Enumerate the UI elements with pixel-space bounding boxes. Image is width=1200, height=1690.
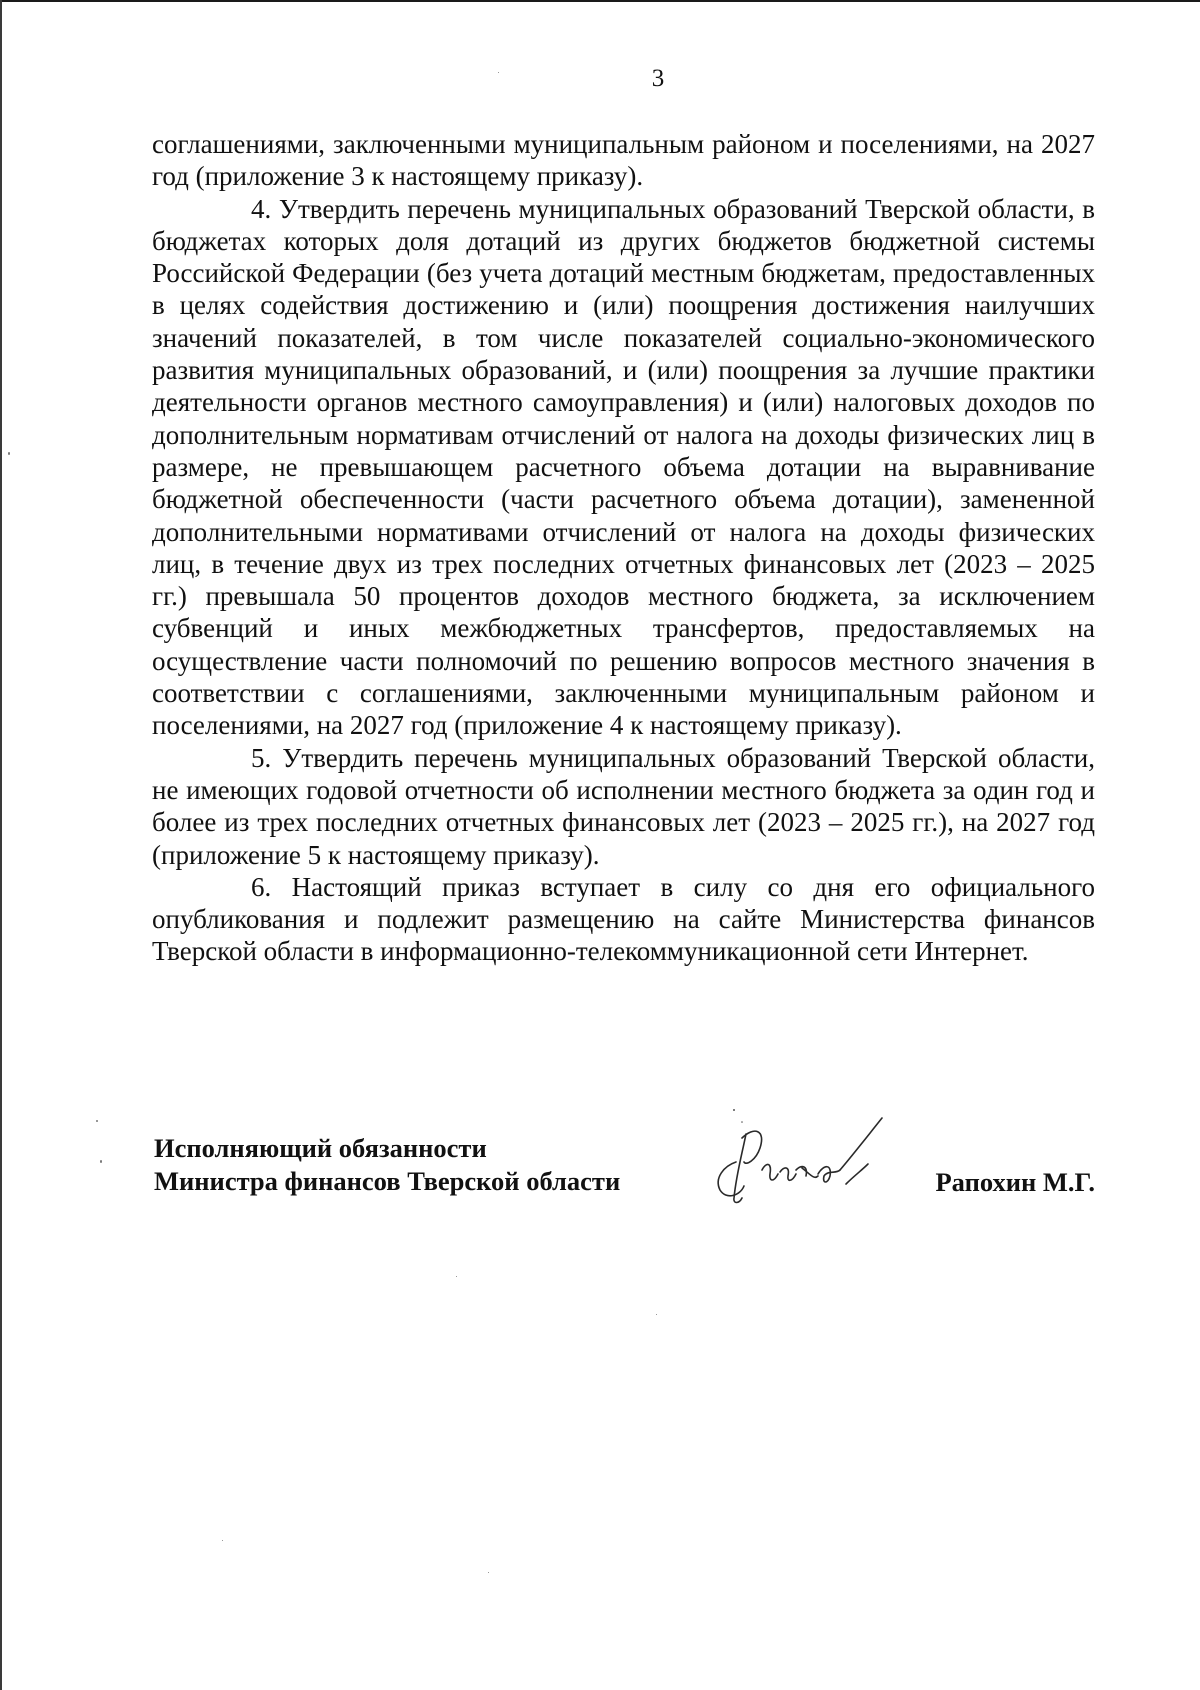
paragraph-item-5: 5. Утвердить перечень муниципальных образований Тверской области, не имеющих годовой отчетности об исполнении местного бюджета за один год и более из трех последних отчетных финансовых лет (2023 – 2025 гг.), на 2027 год (приложение 5 к настоящему приказу). <box>152 742 1095 870</box>
signatory-position-line-2: Министра финансов Тверской области <box>154 1166 621 1196</box>
signatory-position <box>154 1132 620 1198</box>
paragraph-continuation: соглашениями, заключенными муниципальным районом и поселениями, на 2027 год (приложение 3 к настоящему приказу). <box>152 129 1095 192</box>
paragraph-item-6: 6. Настоящий приказ вступает в силу со дня его официального опубликования и подлежит размещению на сайте Министерства финансов Тверской области в информационно-телекоммуникационной сети Интернет. <box>152 871 1095 967</box>
scan-speck <box>656 1314 657 1315</box>
scan-speck <box>96 1120 98 1122</box>
page-top-edge <box>0 0 1200 2</box>
signatory-position-line-1: Исполняющий обязанности <box>154 1133 487 1163</box>
scan-speck <box>8 452 10 455</box>
page-number: 3 <box>651 65 665 92</box>
scan-speck <box>498 72 499 73</box>
scan-speck <box>100 1160 102 1163</box>
scan-speck <box>222 1540 223 1541</box>
handwritten-signature <box>706 1104 906 1214</box>
scan-speck <box>456 1276 457 1277</box>
page-left-edge <box>0 0 2 1690</box>
document-body <box>152 128 1095 968</box>
paragraph-item-4: 4. Утвердить перечень муниципальных образований Тверской области, в бюджетах которых доля дотаций из других бюджетов бюджетной системы Российской Федерации (без учета дотаций местным бюджетам, предоставленных в целях содействия достижению и (или) поощрения достижения наилучших значений показателей, в том числе показателей социально-экономического развития муниципальных образований, и (или) поощрения за лучшие практики деятельности органов местного самоуправления) и (или) налоговых доходов по дополнительным нормативам отчислений от налога на доходы физических лиц в размере, не превышающем расчетного объема дотации на выравнивание бюджетной обеспеченности (части расчетного объема дотации), замененной дополнительными нормативами отчислений от налога на доходы физических лиц, в течение двух из трех последних отчетных финансовых лет (2023 – 2025 гг.) превышала 50 процентов доходов местного бюджета, за исключением субвенций и иных межбюджетных трансфертов, предоставляемых на осуществление части полномочий по решению вопросов местного значения в соответствии с соглашениями, заключенными муниципальным районом и поселениями, на 2027 год (приложение 4 к настоящему приказу). <box>152 193 1095 741</box>
scan-speck <box>488 1572 489 1573</box>
signatory-name: Рапохин М.Г. <box>935 1167 1095 1197</box>
